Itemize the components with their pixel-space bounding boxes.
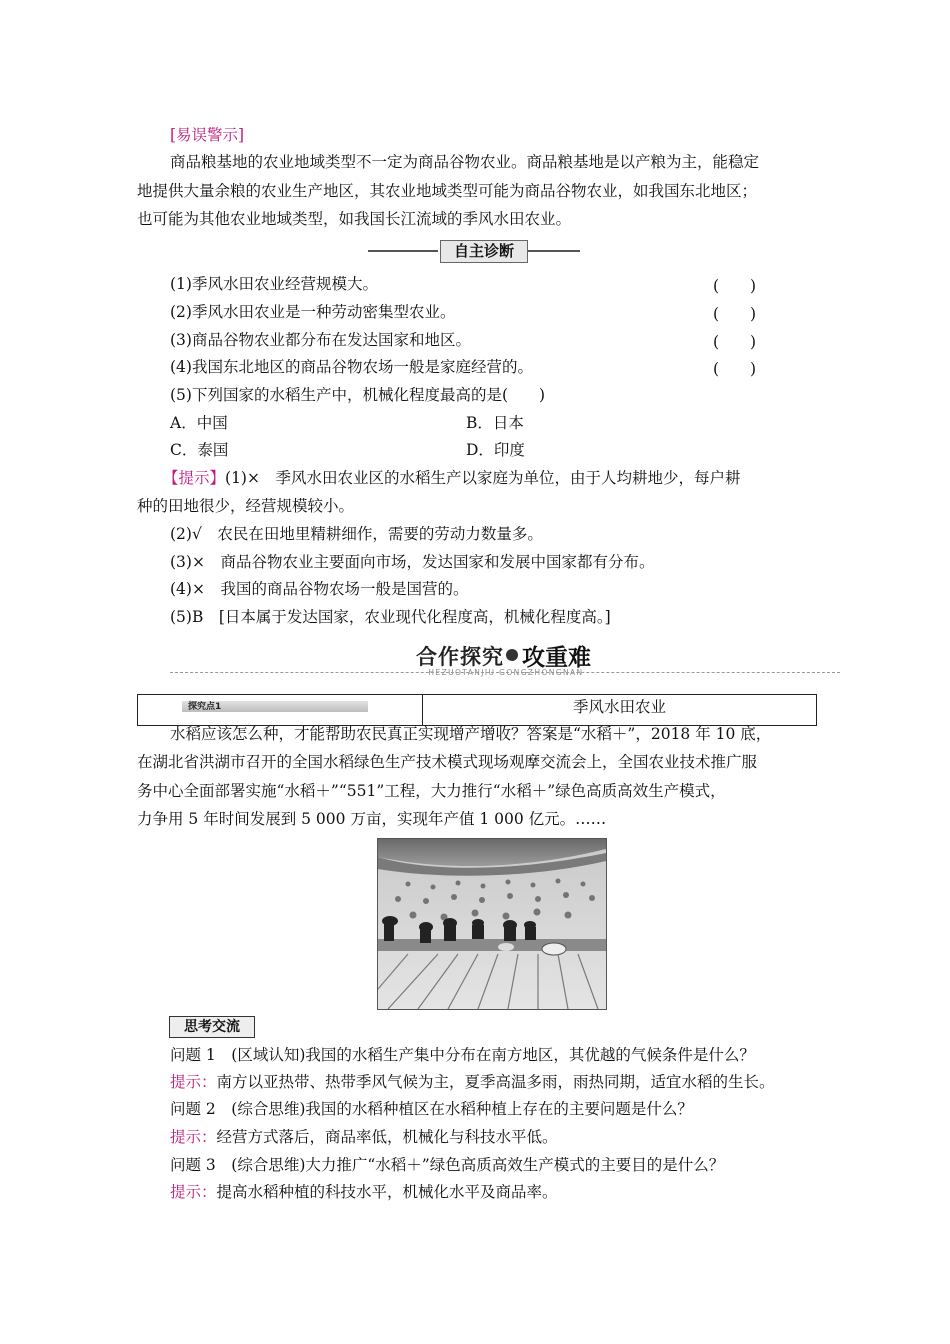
warning-line-1: 商品粮基地的农业地域类型不一定为商品谷物农业。商品粮基地是以产粮为主，能稳定 (170, 153, 760, 171)
hint-line-2: (2)√ 农民在田地里精耕细作，需要的劳动力数量多。 (170, 525, 543, 543)
self-diagnosis-title: 自主诊断 (440, 240, 528, 263)
answer-paren-1: ( ) (713, 277, 757, 295)
answer-paren-3: ( ) (713, 333, 757, 351)
section-pinyin: HEZUOTANJIU GONGZHONGNAN (428, 668, 584, 677)
question-1: 问题 1 (区域认知)我国的水稻生产集中分布在南方地区，其优越的气候条件是什么？ (170, 1046, 755, 1064)
answer-1-label: 提示： (170, 1073, 217, 1091)
passage-line-1: 水稻应该怎么种，才能帮助农民真正实现增产增收？答案是“水稻＋”，2018 年 10 底， (170, 725, 772, 743)
question-2: 问题 2 (综合思维)我国的水稻种植区在水稻种植上存在的主要问题是什么？ (170, 1100, 693, 1118)
explore-label-cell (138, 695, 423, 725)
explore-topic: 季风水田农业 (572, 698, 666, 716)
hint-line-1b: 种的田地很少，经营规模较小。 (137, 497, 355, 515)
warning-line-2: 地提供大量余粮的农业生产地区，其农业地域类型可能为商品谷物农业，如我国东北地区； (137, 182, 758, 200)
answer-2 (170, 1127, 558, 1147)
explore-table (137, 694, 817, 726)
diagnosis-item-2: (2)季风水田农业是一种劳动密集型农业。 (170, 303, 456, 321)
answer-3-label: 提示： (170, 1183, 217, 1201)
explore-label: 探究点1 (188, 702, 222, 712)
hint-line-5: (5)B [日本属于发达国家，农业现代化程度高，机械化程度高。] (170, 608, 611, 626)
hint-line-4: (4)× 我国的商品谷物农场一般是国营的。 (170, 580, 469, 598)
diagnosis-item-1: (1)季风水田农业经营规模大。 (170, 275, 378, 293)
option-a: A．中国 (170, 414, 228, 432)
section-divider (170, 672, 840, 673)
answer-paren-4: ( ) (713, 360, 757, 378)
diagnosis-item-4: (4)我国东北地区的商品谷物农场一般是家庭经营的。 (170, 358, 533, 376)
answer-2-label: 提示： (170, 1128, 217, 1146)
answer-1-text: 南方以亚热带、热带季风气候为主，夏季高温多雨，雨热同期，适宜水稻的生长。 (216, 1073, 775, 1091)
warning-line-3: 也可能为其他农业地域类型，如我国长江流域的季风水田农业。 (137, 210, 572, 228)
passage-line-2: 在湖北省洪湖市召开的全国水稻绿色生产技术模式现场观摩交流会上，全国农业技术推广服 (137, 753, 758, 771)
option-c: C．泰国 (170, 441, 229, 459)
hint-line-1 (163, 468, 740, 488)
section-title-left: 合作探究 (416, 645, 504, 669)
arrow-circle-icon (506, 649, 518, 661)
warning-title: [易误警示] (170, 126, 245, 144)
diagnosis-item-3: (3)商品谷物农业都分布在发达国家和地区。 (170, 331, 471, 349)
passage-line-3: 务中心全面部署实施“水稻＋”“551”工程，大力推行“水稻＋”绿色高质高效生产模式， (137, 782, 726, 800)
answer-3-text: 提高水稻种植的科技水平，机械化水平及商品率。 (216, 1183, 558, 1201)
option-d: D．印度 (466, 441, 525, 459)
rice-planting-photo (377, 838, 607, 1010)
answer-2-text: 经营方式落后，商品率低，机械化与科技水平低。 (216, 1128, 558, 1146)
option-b: B．日本 (466, 414, 524, 432)
hint-text-1: (1)× 季风水田农业区的水稻生产以家庭为单位，由于人均耕地少，每户耕 (225, 469, 741, 487)
diagnosis-question-5: (5)下列国家的水稻生产中，机械化程度最高的是( ) (170, 386, 546, 404)
section-header (400, 641, 620, 685)
section-title-right: 攻重难 (522, 645, 591, 671)
hint-label: 【提示】 (163, 469, 226, 487)
question-3: 问题 3 (综合思维)大力推广“水稻＋”绿色高质高效生产模式的主要目的是什么？ (170, 1156, 725, 1174)
discussion-title: 思考交流 (169, 1016, 255, 1038)
hint-line-3: (3)× 商品谷物农业主要面向市场，发达国家和发展中国家都有分布。 (170, 553, 655, 571)
answer-3 (170, 1182, 558, 1202)
passage-line-4: 力争用 5 年时间发展到 5 000 万亩，实现年产值 1 000 亿元。…… (137, 810, 607, 828)
answer-1 (170, 1072, 775, 1092)
answer-paren-2: ( ) (713, 305, 757, 323)
self-diagnosis-banner (368, 238, 580, 264)
